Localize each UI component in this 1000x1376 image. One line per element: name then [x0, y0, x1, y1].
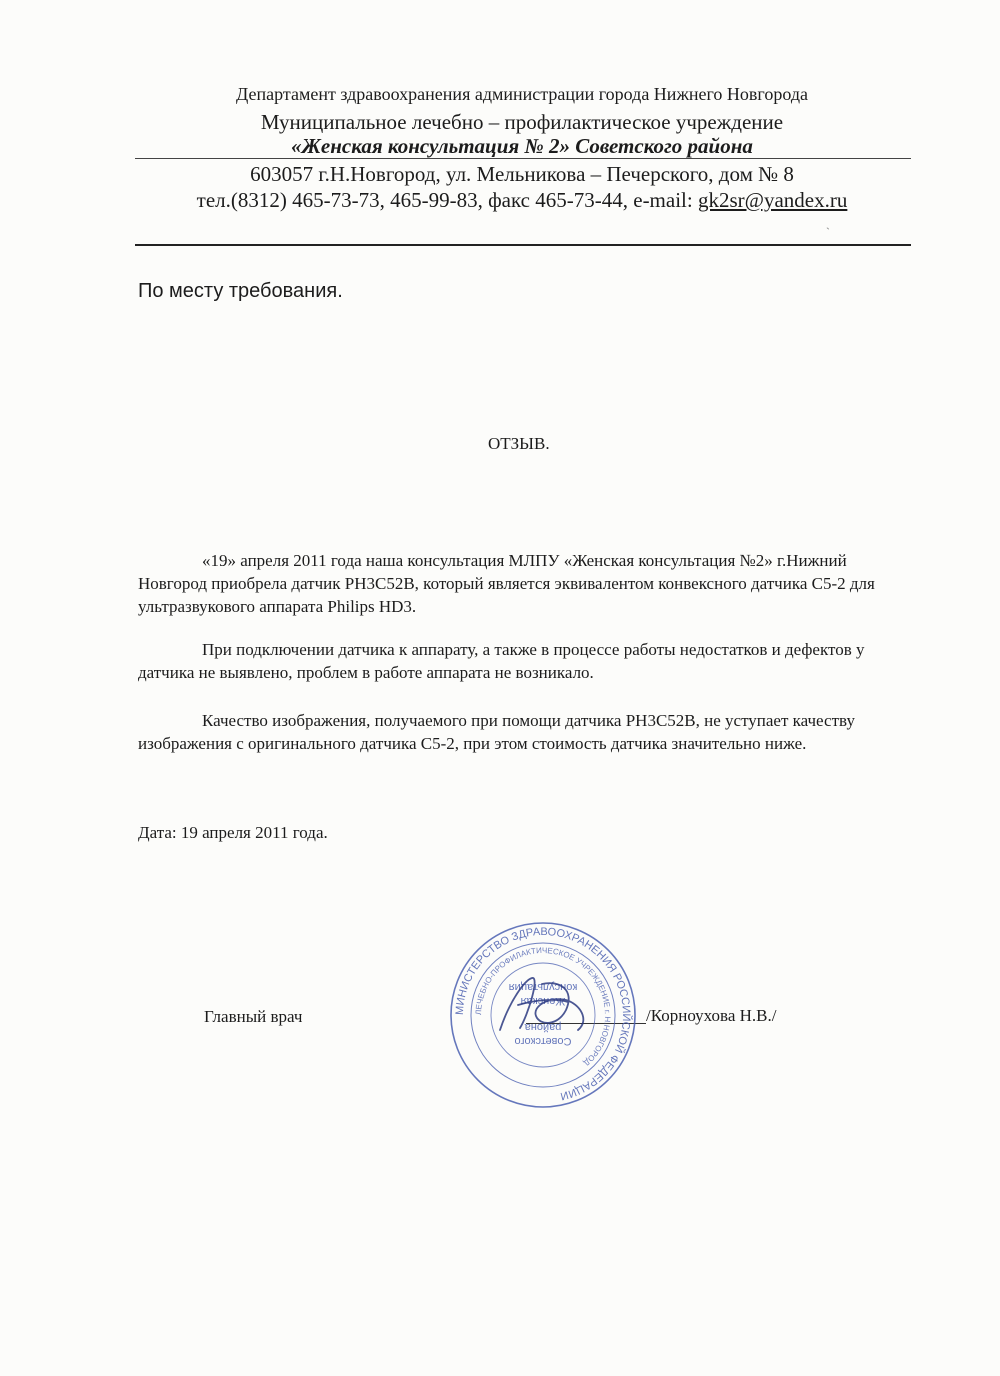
handwritten-signature	[470, 960, 620, 1050]
header-divider-bottom	[135, 244, 911, 246]
consultation-line: «Женская консультация № 2» Советского района	[291, 134, 753, 158]
phones-text: тел.(8312) 465-73-73, 465-99-83, факс 465-73-44, e-mail:	[196, 188, 698, 212]
paragraph-quality: Качество изображения, получаемого при помощи датчика PH3C52B, не уступает качеству изображения с оригинального датчика C5-2, при этом стоимость датчика значительно ниже.	[138, 711, 855, 753]
signer-position: Главный врач	[204, 1007, 303, 1026]
addressee: По месту требования.	[138, 280, 343, 302]
stamp-center-line-4: консультация	[508, 981, 578, 993]
signer-name: /Корноухова Н.В./	[646, 1006, 777, 1025]
paragraph-purchase: «19» апреля 2011 года наша консультация МЛПУ «Женская консультация №2» г.Нижний Новгород приобрела датчик PH3C52B, который является эквивалентом конвексного датчика C5-2 для ультразвукового аппарата Philips HD3.	[138, 551, 875, 616]
address-line: 603057 г.Н.Новгород, ул. Мельникова – Печерского, дом № 8	[250, 162, 794, 186]
stamp-outer-text: МИНИСТЕРСТВО ЗДРАВООХРАНЕНИЯ РОССИЙСКОЙ ФЕДЕРАЦИИ	[453, 925, 633, 1103]
contacts-line	[22, 188, 1000, 213]
institution-line: Муниципальное лечебно – профилактическое учреждение	[260, 110, 784, 134]
scan-mark: `	[826, 225, 830, 239]
document-date: Дата: 19 апреля 2011 года.	[138, 823, 328, 842]
stamp-center-line-3: Женская	[520, 995, 566, 1007]
paragraph-operation: При подключении датчика к аппарату, а также в процессе работы недостатков и дефектов у датчика не выявлено, проблем в работе аппарата не возникало.	[138, 640, 865, 682]
document-title: ОТЗЫВ.	[488, 434, 550, 453]
stamp-center-line-1: Советского	[514, 1035, 572, 1047]
email-link[interactable]: gk2sr@yandex.ru	[697, 188, 848, 212]
department-line: Департамент здравоохранения администрации города Нижнего Новгорода	[236, 84, 808, 104]
header-divider-top	[135, 158, 911, 159]
stamp-center-line-2: района	[524, 1021, 562, 1033]
stamp-inner-text: ЛЕЧЕБНО-ПРОФИЛАКТИЧЕСКОЕ УЧРЕЖДЕНИЕ г. Н.НОВГОРОД	[473, 945, 613, 1068]
